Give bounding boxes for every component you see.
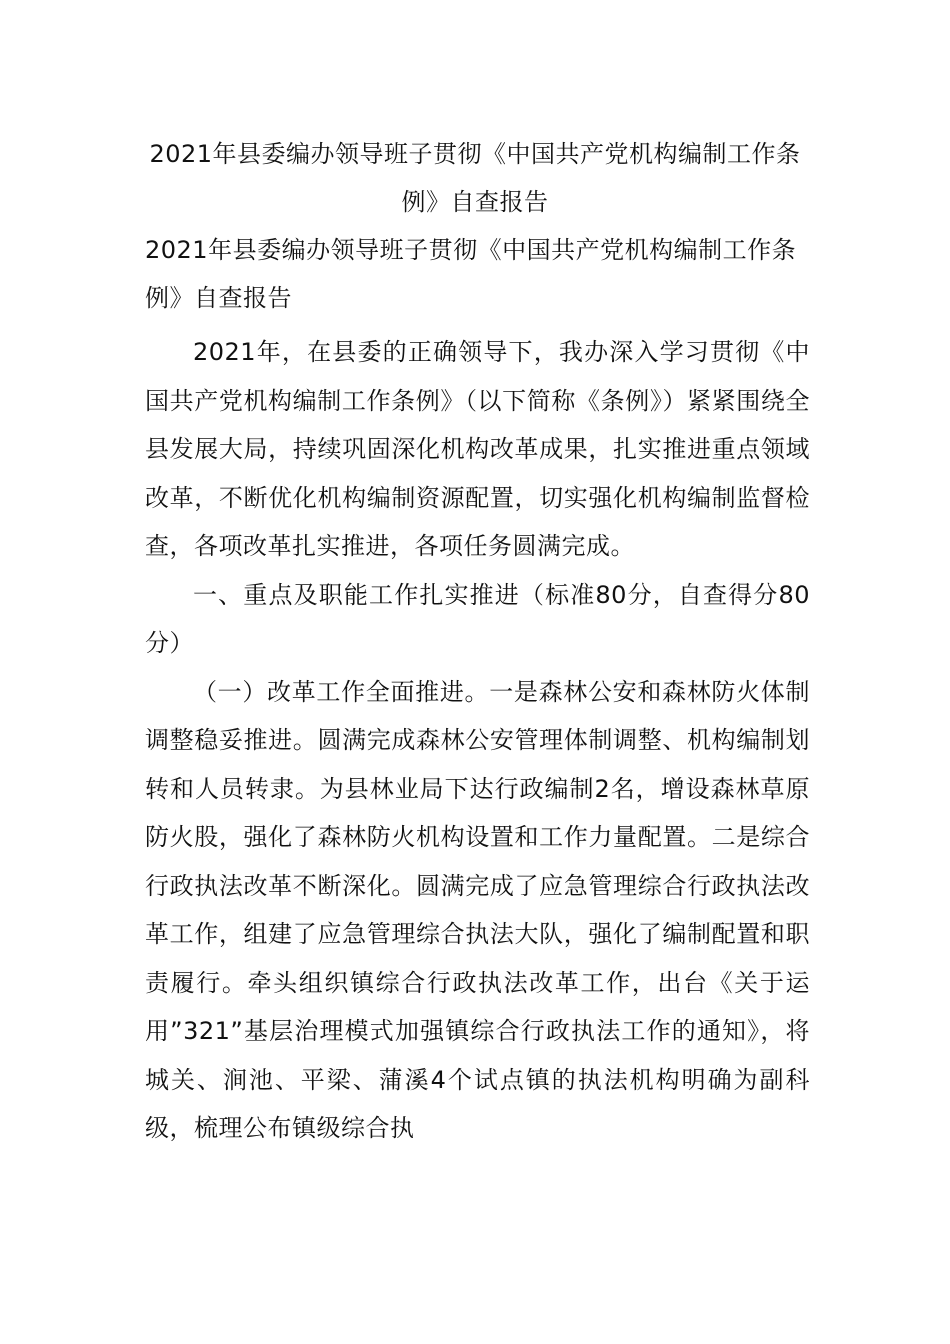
document-heading: 2021年县委编办领导班子贯彻《中国共产党机构编制工作条例》自查报告 [145, 236, 797, 312]
paragraph-section-1-heading: 一、重点及职能工作扎实推进（标准80分，自查得分80分） [145, 580, 810, 657]
document-title: 2021年县委编办领导班子贯彻《中国共产党机构编制工作条例》自查报告 [149, 140, 801, 216]
paragraph-reform-work: （一）改革工作全面推进。一是森林公安和森林防火体制调整稳妥推进。圆满完成森林公安管理体制调整、机构编制划转和人员转隶。为县林业局下达行政编制2名，增设森林草原防火股，强化了森林防火机构设置和工作力量配置。二是综合行政执法改革不断深化。圆满完成了应急管理综合行政执法改革工作，组建了应急管理综合执法大队，强化了编制配置和职责履行。牵头组织镇综合行政执法改革工作，出台《关于运用”321”基层治理模式加强镇综合行政执法工作的通知》，将城关、涧池、平梁、蒲溪4个试点镇的执法机构明确为副科级，梳理公布镇级综合执 [145, 677, 810, 1142]
document-body [145, 328, 810, 1153]
paragraph-intro: 2021年，在县委的正确领导下，我办深入学习贯彻《中国共产党机构编制工作条例》（以下简称《条例》）紧紧围绕全县发展大局，持续巩固深化机构改革成果，扎实推进重点领域改革，不断优化机构编制资源配置，切实强化机构编制监督检查，各项改革扎实推进，各项任务圆满完成。 [145, 338, 810, 560]
